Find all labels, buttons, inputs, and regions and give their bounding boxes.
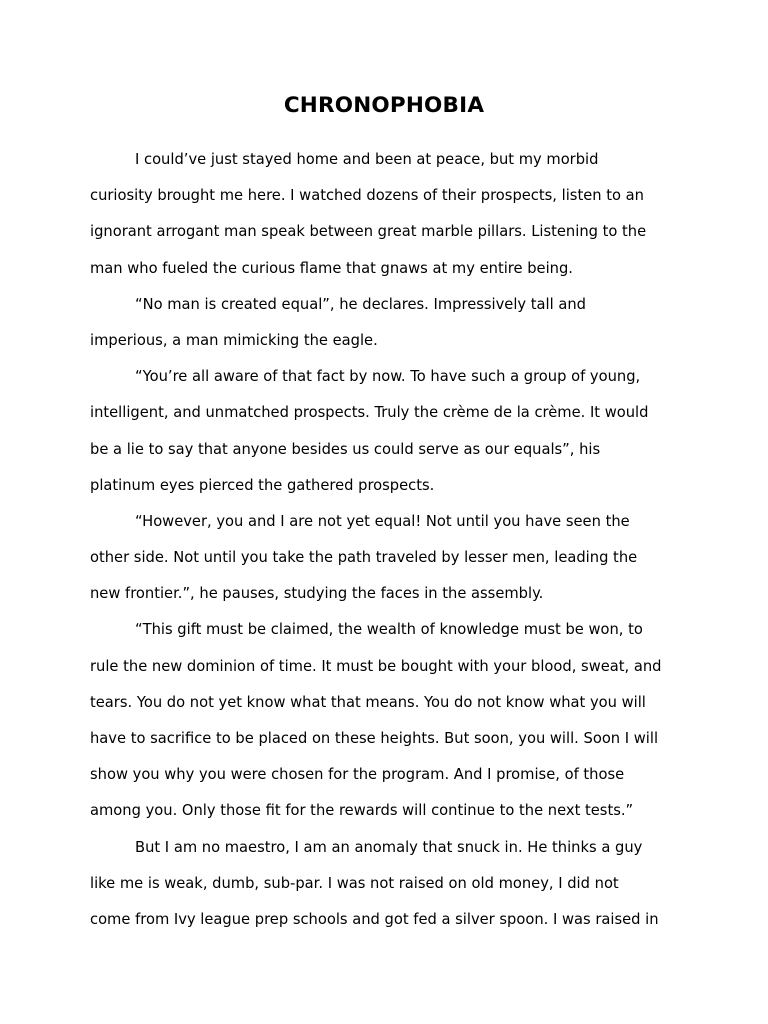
paragraph-line: among you. Only those fit for the rewards will continue to the next tests.” [90,802,634,820]
paragraph-line: man who fueled the curious flame that gnaws at my entire being. [90,259,573,277]
paragraph-line: platinum eyes pierced the gathered prospects. [90,476,435,494]
paragraph-line: be a lie to say that anyone besides us could serve as our equals”, his [90,440,601,458]
paragraph-line: have to sacrifice to be placed on these heights. But soon, you will. Soon I will [90,730,659,747]
paragraph-line: But I am no maestro, I am an anomaly that snuck in. He thinks a guy [135,838,643,856]
paragraph-line: show you why you were chosen for the program. And I promise, of those [90,766,625,784]
document-title: CHRONOPHOBIA [283,93,485,118]
paragraph-line: “No man is created equal”, he declares. Impressively tall and [135,295,587,313]
document-body [90,142,690,938]
paragraph-line: “This gift must be claimed, the wealth of knowledge must be won, to [135,621,643,639]
paragraph-line: new frontier.”, he pauses, studying the faces in the assembly. [90,585,544,603]
paragraph-line: ignorant arrogant man speak between great marble pillars. Listening to the [90,223,647,241]
paragraph-line: rule the new dominion of time. It must be bought with your blood, sweat, and [90,657,662,675]
paragraph-line: “You’re all aware of that fact by now. To have such a group of young, [135,368,641,386]
paragraph-line: curiosity brought me here. I watched dozens of their prospects, listen to an [90,187,644,205]
paragraph-line: I could’ve just stayed home and been at peace, but my morbid [135,151,599,168]
paragraph-line: other side. Not until you take the path traveled by lesser men, leading the [90,549,638,567]
paragraph-line: like me is weak, dumb, sub-par. I was not raised on old money, I did not [90,874,619,892]
paragraph-line: intelligent, and unmatched prospects. Truly the crème de la crème. It would [90,404,649,422]
paragraph-line: tears. You do not yet know what that means. You do not know what you will [90,693,646,711]
paragraph-line: “However, you and I are not yet equal! Not until you have seen the [135,512,630,530]
paragraph-line: imperious, a man mimicking the eagle. [90,331,378,349]
paragraph-line: come from Ivy league prep schools and got fed a silver spoon. I was raised in [90,910,659,928]
